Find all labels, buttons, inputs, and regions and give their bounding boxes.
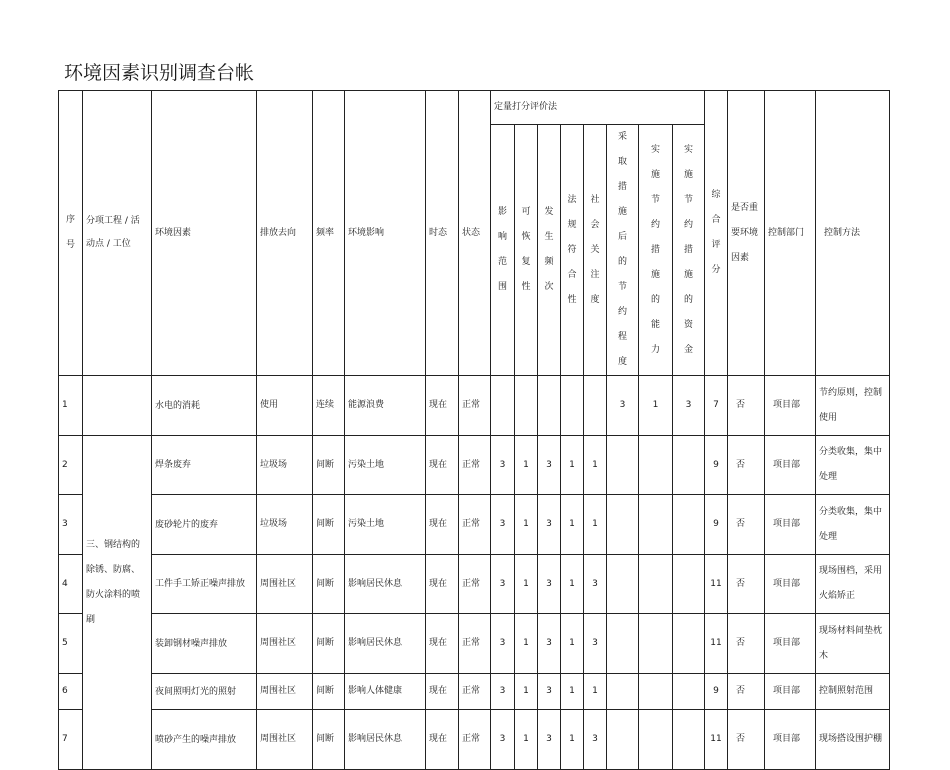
cell-score-4: 1 [561, 555, 584, 614]
cell-score-7 [639, 710, 673, 770]
cell-factor: 夜间照明灯光的照射 [152, 674, 257, 710]
cell-impact: 影响人体健康 [345, 674, 426, 710]
cell-state: 正常 [459, 555, 491, 614]
header-score-col-7: 实 施 节 约 措 施 的 能 力 [639, 125, 673, 376]
cell-method: 节约原则，控制使用 [816, 376, 890, 436]
table-row [59, 495, 890, 555]
cell-score-2: 1 [515, 436, 538, 495]
header-score-col-2: 可 恢 复 性 [515, 125, 538, 376]
cell-tense: 现在 [426, 376, 459, 436]
cell-total: 11 [705, 614, 728, 674]
cell-score-7 [639, 555, 673, 614]
cell-tense: 现在 [426, 495, 459, 555]
cell-score-8 [673, 495, 705, 555]
cell-score-4: 1 [561, 495, 584, 555]
cell-score-8 [673, 674, 705, 710]
header-score-col-4: 法 规 符 合 性 [561, 125, 584, 376]
cell-total: 7 [705, 376, 728, 436]
cell-state: 正常 [459, 710, 491, 770]
cell-method: 分类收集，集中处理 [816, 495, 890, 555]
header-impact: 环境影响 [345, 91, 426, 376]
cell-score-4 [561, 376, 584, 436]
cell-score-2 [515, 376, 538, 436]
table-row [59, 710, 890, 770]
document-title: 环境因素识别调查台帐 [64, 62, 255, 84]
cell-frequency: 连续 [313, 376, 345, 436]
cell-impact: 影响居民休息 [345, 710, 426, 770]
cell-method: 现场材料间垫枕木 [816, 614, 890, 674]
cell-discharge: 周围社区 [257, 674, 313, 710]
cell-dept: 项目部 [765, 710, 816, 770]
cell-score-3: 3 [538, 674, 561, 710]
cell-major: 否 [728, 436, 765, 495]
cell-state: 正常 [459, 614, 491, 674]
cell-frequency: 间断 [313, 555, 345, 614]
cell-score-3: 3 [538, 614, 561, 674]
cell-frequency: 间断 [313, 495, 345, 555]
cell-score-4: 1 [561, 710, 584, 770]
cell-major: 否 [728, 614, 765, 674]
header-tense: 时态 [426, 91, 459, 376]
cell-seq: 6 [59, 674, 83, 710]
cell-state: 正常 [459, 436, 491, 495]
table-row [59, 674, 890, 710]
cell-factor: 喷砂产生的噪声排放 [152, 710, 257, 770]
cell-tense: 现在 [426, 674, 459, 710]
cell-state: 正常 [459, 495, 491, 555]
cell-impact: 污染土地 [345, 495, 426, 555]
cell-work-empty [83, 376, 152, 436]
cell-score-5: 1 [584, 495, 607, 555]
cell-score-7 [639, 674, 673, 710]
header-state: 状态 [459, 91, 491, 376]
cell-score-1: 3 [491, 495, 515, 555]
cell-tense: 现在 [426, 436, 459, 495]
header-score-group: 定量打分评价法 [491, 91, 705, 125]
cell-score-3: 3 [538, 436, 561, 495]
cell-score-6 [607, 555, 639, 614]
cell-impact: 影响居民休息 [345, 555, 426, 614]
header-score-col-1: 影 响 范 围 [491, 125, 515, 376]
cell-score-7 [639, 495, 673, 555]
cell-score-4: 1 [561, 436, 584, 495]
cell-score-1 [491, 376, 515, 436]
cell-score-4: 1 [561, 614, 584, 674]
work-group-label: 三、钢结构的除锈、防腐、防火涂料的喷刷 [86, 539, 141, 625]
table-row [59, 376, 890, 436]
cell-total: 11 [705, 710, 728, 770]
cell-seq: 3 [59, 495, 83, 555]
header-score-col-5: 社 会 关 注 度 [584, 125, 607, 376]
cell-score-6 [607, 674, 639, 710]
cell-total: 9 [705, 674, 728, 710]
cell-dept: 项目部 [765, 614, 816, 674]
cell-frequency: 间断 [313, 436, 345, 495]
cell-impact: 污染土地 [345, 436, 426, 495]
header-frequency: 频率 [313, 91, 345, 376]
cell-score-7 [639, 614, 673, 674]
cell-method: 控制照射范围 [816, 674, 890, 710]
cell-discharge: 垃圾场 [257, 495, 313, 555]
cell-score-3: 3 [538, 710, 561, 770]
cell-score-3: 3 [538, 555, 561, 614]
cell-seq: 5 [59, 614, 83, 674]
cell-work-group [83, 436, 152, 770]
header-score-col-3: 发 生 频 次 [538, 125, 561, 376]
cell-state: 正常 [459, 376, 491, 436]
environmental-factor-ledger-table [58, 90, 890, 770]
cell-score-6 [607, 614, 639, 674]
cell-impact: 能源浪费 [345, 376, 426, 436]
cell-frequency: 间断 [313, 710, 345, 770]
cell-dept: 项目部 [765, 376, 816, 436]
cell-score-5 [584, 376, 607, 436]
cell-dept: 项目部 [765, 436, 816, 495]
cell-dept: 项目部 [765, 674, 816, 710]
cell-score-3: 3 [538, 495, 561, 555]
header-factor: 环境因素 [152, 91, 257, 376]
cell-frequency: 间断 [313, 674, 345, 710]
cell-discharge: 周围社区 [257, 555, 313, 614]
cell-score-1: 3 [491, 674, 515, 710]
header-work: 分项工程 / 活动点 / 工位 [83, 91, 152, 376]
cell-score-5: 1 [584, 436, 607, 495]
cell-score-8: 3 [673, 376, 705, 436]
cell-method: 现场围档，采用火焰矫正 [816, 555, 890, 614]
cell-major: 否 [728, 555, 765, 614]
cell-method: 现场搭设围护棚 [816, 710, 890, 770]
cell-seq: 1 [59, 376, 83, 436]
table-row [59, 555, 890, 614]
cell-score-7 [639, 436, 673, 495]
header-total: 综 合 评 分 [705, 91, 728, 376]
cell-total: 9 [705, 436, 728, 495]
header-major: 是否重要环境因素 [728, 91, 765, 376]
cell-discharge: 周围社区 [257, 614, 313, 674]
cell-score-8 [673, 614, 705, 674]
header-seq: 序 号 [59, 91, 83, 376]
cell-tense: 现在 [426, 710, 459, 770]
cell-factor: 水电的消耗 [152, 376, 257, 436]
cell-score-3 [538, 376, 561, 436]
cell-score-7: 1 [639, 376, 673, 436]
cell-dept: 项目部 [765, 495, 816, 555]
cell-tense: 现在 [426, 555, 459, 614]
cell-factor: 工件手工矫正噪声排放 [152, 555, 257, 614]
cell-tense: 现在 [426, 614, 459, 674]
cell-major: 否 [728, 376, 765, 436]
cell-score-1: 3 [491, 555, 515, 614]
header-method: 控制方法 [816, 91, 890, 376]
cell-discharge: 使用 [257, 376, 313, 436]
cell-discharge: 周围社区 [257, 710, 313, 770]
cell-factor: 焊条废弃 [152, 436, 257, 495]
cell-score-5: 1 [584, 674, 607, 710]
cell-score-5: 3 [584, 555, 607, 614]
cell-seq: 4 [59, 555, 83, 614]
header-dept: 控制部门 [765, 91, 816, 376]
cell-factor: 废砂轮片的废弃 [152, 495, 257, 555]
cell-score-6: 3 [607, 376, 639, 436]
cell-seq: 2 [59, 436, 83, 495]
cell-score-8 [673, 710, 705, 770]
cell-score-8 [673, 555, 705, 614]
header-row-1 [59, 91, 890, 125]
cell-score-5: 3 [584, 710, 607, 770]
cell-score-2: 1 [515, 495, 538, 555]
cell-major: 否 [728, 495, 765, 555]
cell-score-6 [607, 436, 639, 495]
cell-discharge: 垃圾场 [257, 436, 313, 495]
cell-score-2: 1 [515, 614, 538, 674]
cell-score-5: 3 [584, 614, 607, 674]
cell-total: 11 [705, 555, 728, 614]
cell-score-1: 3 [491, 614, 515, 674]
cell-score-4: 1 [561, 674, 584, 710]
cell-score-2: 1 [515, 710, 538, 770]
cell-score-1: 3 [491, 436, 515, 495]
cell-major: 否 [728, 710, 765, 770]
table-row [59, 436, 890, 495]
cell-method: 分类收集，集中处理 [816, 436, 890, 495]
cell-score-2: 1 [515, 555, 538, 614]
cell-score-1: 3 [491, 710, 515, 770]
cell-score-8 [673, 436, 705, 495]
header-discharge: 排放去向 [257, 91, 313, 376]
cell-score-6 [607, 495, 639, 555]
cell-score-2: 1 [515, 674, 538, 710]
cell-total: 9 [705, 495, 728, 555]
cell-factor: 装卸钢材噪声排放 [152, 614, 257, 674]
cell-impact: 影响居民休息 [345, 614, 426, 674]
header-score-col-8: 实 施 节 约 措 施 的 资 金 [673, 125, 705, 376]
cell-seq: 7 [59, 710, 83, 770]
cell-frequency: 间断 [313, 614, 345, 674]
cell-dept: 项目部 [765, 555, 816, 614]
table-row [59, 614, 890, 674]
cell-major: 否 [728, 674, 765, 710]
cell-score-6 [607, 710, 639, 770]
cell-state: 正常 [459, 674, 491, 710]
header-score-col-6: 采 取 措 施 后 的 节 约 程 度 [607, 125, 639, 376]
